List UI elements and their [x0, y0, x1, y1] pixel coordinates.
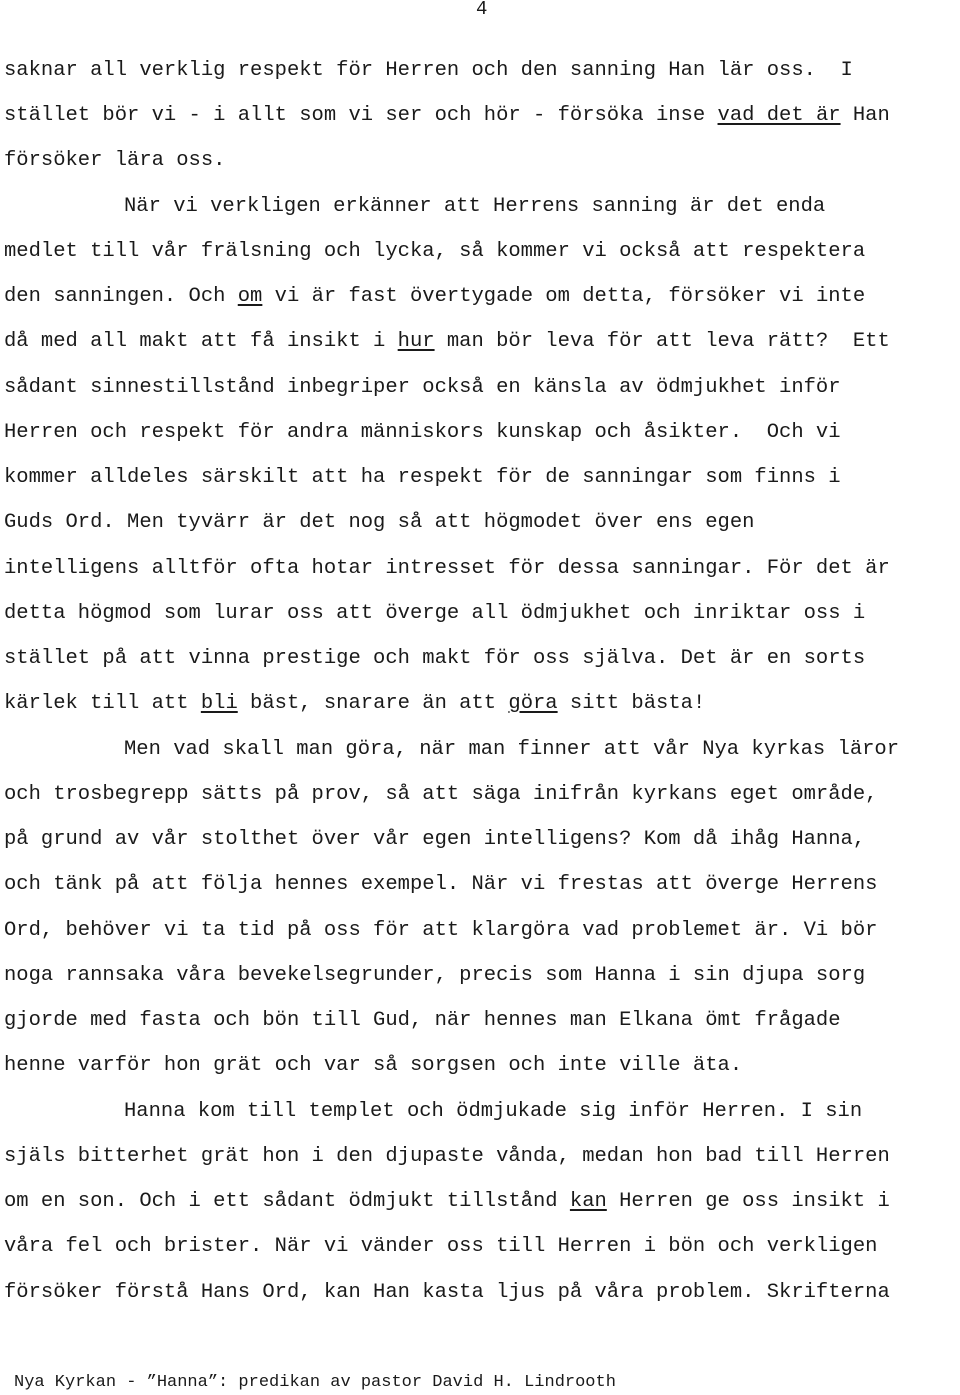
text-run: stället bör vi - i allt som vi ser och hör - försöka inse: [4, 104, 718, 127]
text-line: saknar all verklig respekt för Herren och den sanning Han lär oss. I: [4, 59, 853, 82]
text-run: om en son. Och i ett sådant ödmjukt tillstånd: [4, 1190, 570, 1213]
text-line: försöker lära oss.: [4, 149, 226, 172]
text-line: [4, 692, 705, 716]
text-run: Han: [840, 104, 890, 127]
text-line: [4, 330, 890, 354]
text-line: Hanna kom till templet och ödmjukade sig inför Herren. I sin: [124, 1100, 863, 1123]
text-line: intelligens alltför ofta hotar intresset för dessa sanningar. För det är: [4, 557, 890, 580]
underlined-text: hur: [397, 330, 435, 353]
text-run: vi är fast övertygade om detta, försöker vi inte: [262, 285, 866, 308]
text-line: Guds Ord. Men tyvärr är det nog så att högmodet över ens egen: [4, 511, 755, 534]
text-run: bäst, snarare än att: [237, 692, 509, 715]
text-line: försöker förstå Hans Ord, kan Han kasta ljus på våra problem. Skrifterna: [4, 1281, 890, 1304]
text-line: Men vad skall man göra, när man finner att vår Nya kyrkas läror: [124, 738, 900, 761]
underlined-text: kan: [569, 1190, 607, 1213]
text-line: våra fel och brister. När vi vänder oss till Herren i bön och verkligen: [4, 1235, 878, 1258]
underlined-text: vad det är: [717, 104, 841, 127]
text-run: sitt bästa!: [557, 692, 706, 715]
text-line: själs bitterhet grät hon i den djupaste vånda, medan hon bad till Herren: [4, 1145, 890, 1168]
text-line: och trosbegrepp sätts på prov, så att säga inifrån kyrkans eget område,: [4, 783, 878, 806]
text-line: När vi verkligen erkänner att Herrens sanning är det enda: [124, 195, 826, 218]
text-line: Ord, behöver vi ta tid på oss för att klargöra vad problemet är. Vi bör: [4, 919, 878, 942]
underlined-text: bli: [200, 692, 238, 715]
text-line: och tänk på att följa hennes exempel. När vi frestas att överge Herrens: [4, 873, 878, 896]
underlined-text: göra: [508, 692, 558, 715]
text-line: [4, 1190, 890, 1214]
text-line: Herren och respekt för andra människors kunskap och åsikter. Och vi: [4, 421, 841, 444]
text-line: [4, 285, 865, 309]
text-run: då med all makt att få insikt i: [4, 330, 398, 353]
text-line: på grund av vår stolthet över vår egen intelligens? Kom då ihåg Hanna,: [4, 828, 866, 851]
text-line: henne varför hon grät och var så sorgsen och inte ville äta.: [4, 1054, 743, 1077]
text-line: gjorde med fasta och bön till Gud, när hennes man Elkana ömt frågade: [4, 1009, 841, 1032]
text-run: man bör leva för att leva rätt? Ett: [434, 330, 890, 353]
page-footer: Nya Kyrkan - ”Hanna”: predikan av pastor David H. Lindrooth: [14, 1373, 616, 1392]
page-number: 4: [476, 0, 488, 20]
text-line: sådant sinnestillstånd inbegriper också en känsla av ödmjukhet inför: [4, 376, 841, 399]
text-line: [4, 104, 890, 128]
text-line: detta högmod som lurar oss att överge all ödmjukhet och inriktar oss i: [4, 602, 866, 625]
text-run: den sanningen. Och: [4, 285, 238, 308]
underlined-text: om: [237, 285, 263, 308]
text-line: medlet till vår frälsning och lycka, så kommer vi också att respektera: [4, 240, 866, 263]
text-line: noga rannsaka våra bevekelsegrunder, precis som Hanna i sin djupa sorg: [4, 964, 866, 987]
text-line: kommer alldeles särskilt att ha respekt för de sanningar som finns i: [4, 466, 841, 489]
text-run: kärlek till att: [4, 692, 201, 715]
text-run: Herren ge oss insikt i: [606, 1190, 890, 1213]
text-line: stället på att vinna prestige och makt för oss själva. Det är en sorts: [4, 647, 866, 670]
